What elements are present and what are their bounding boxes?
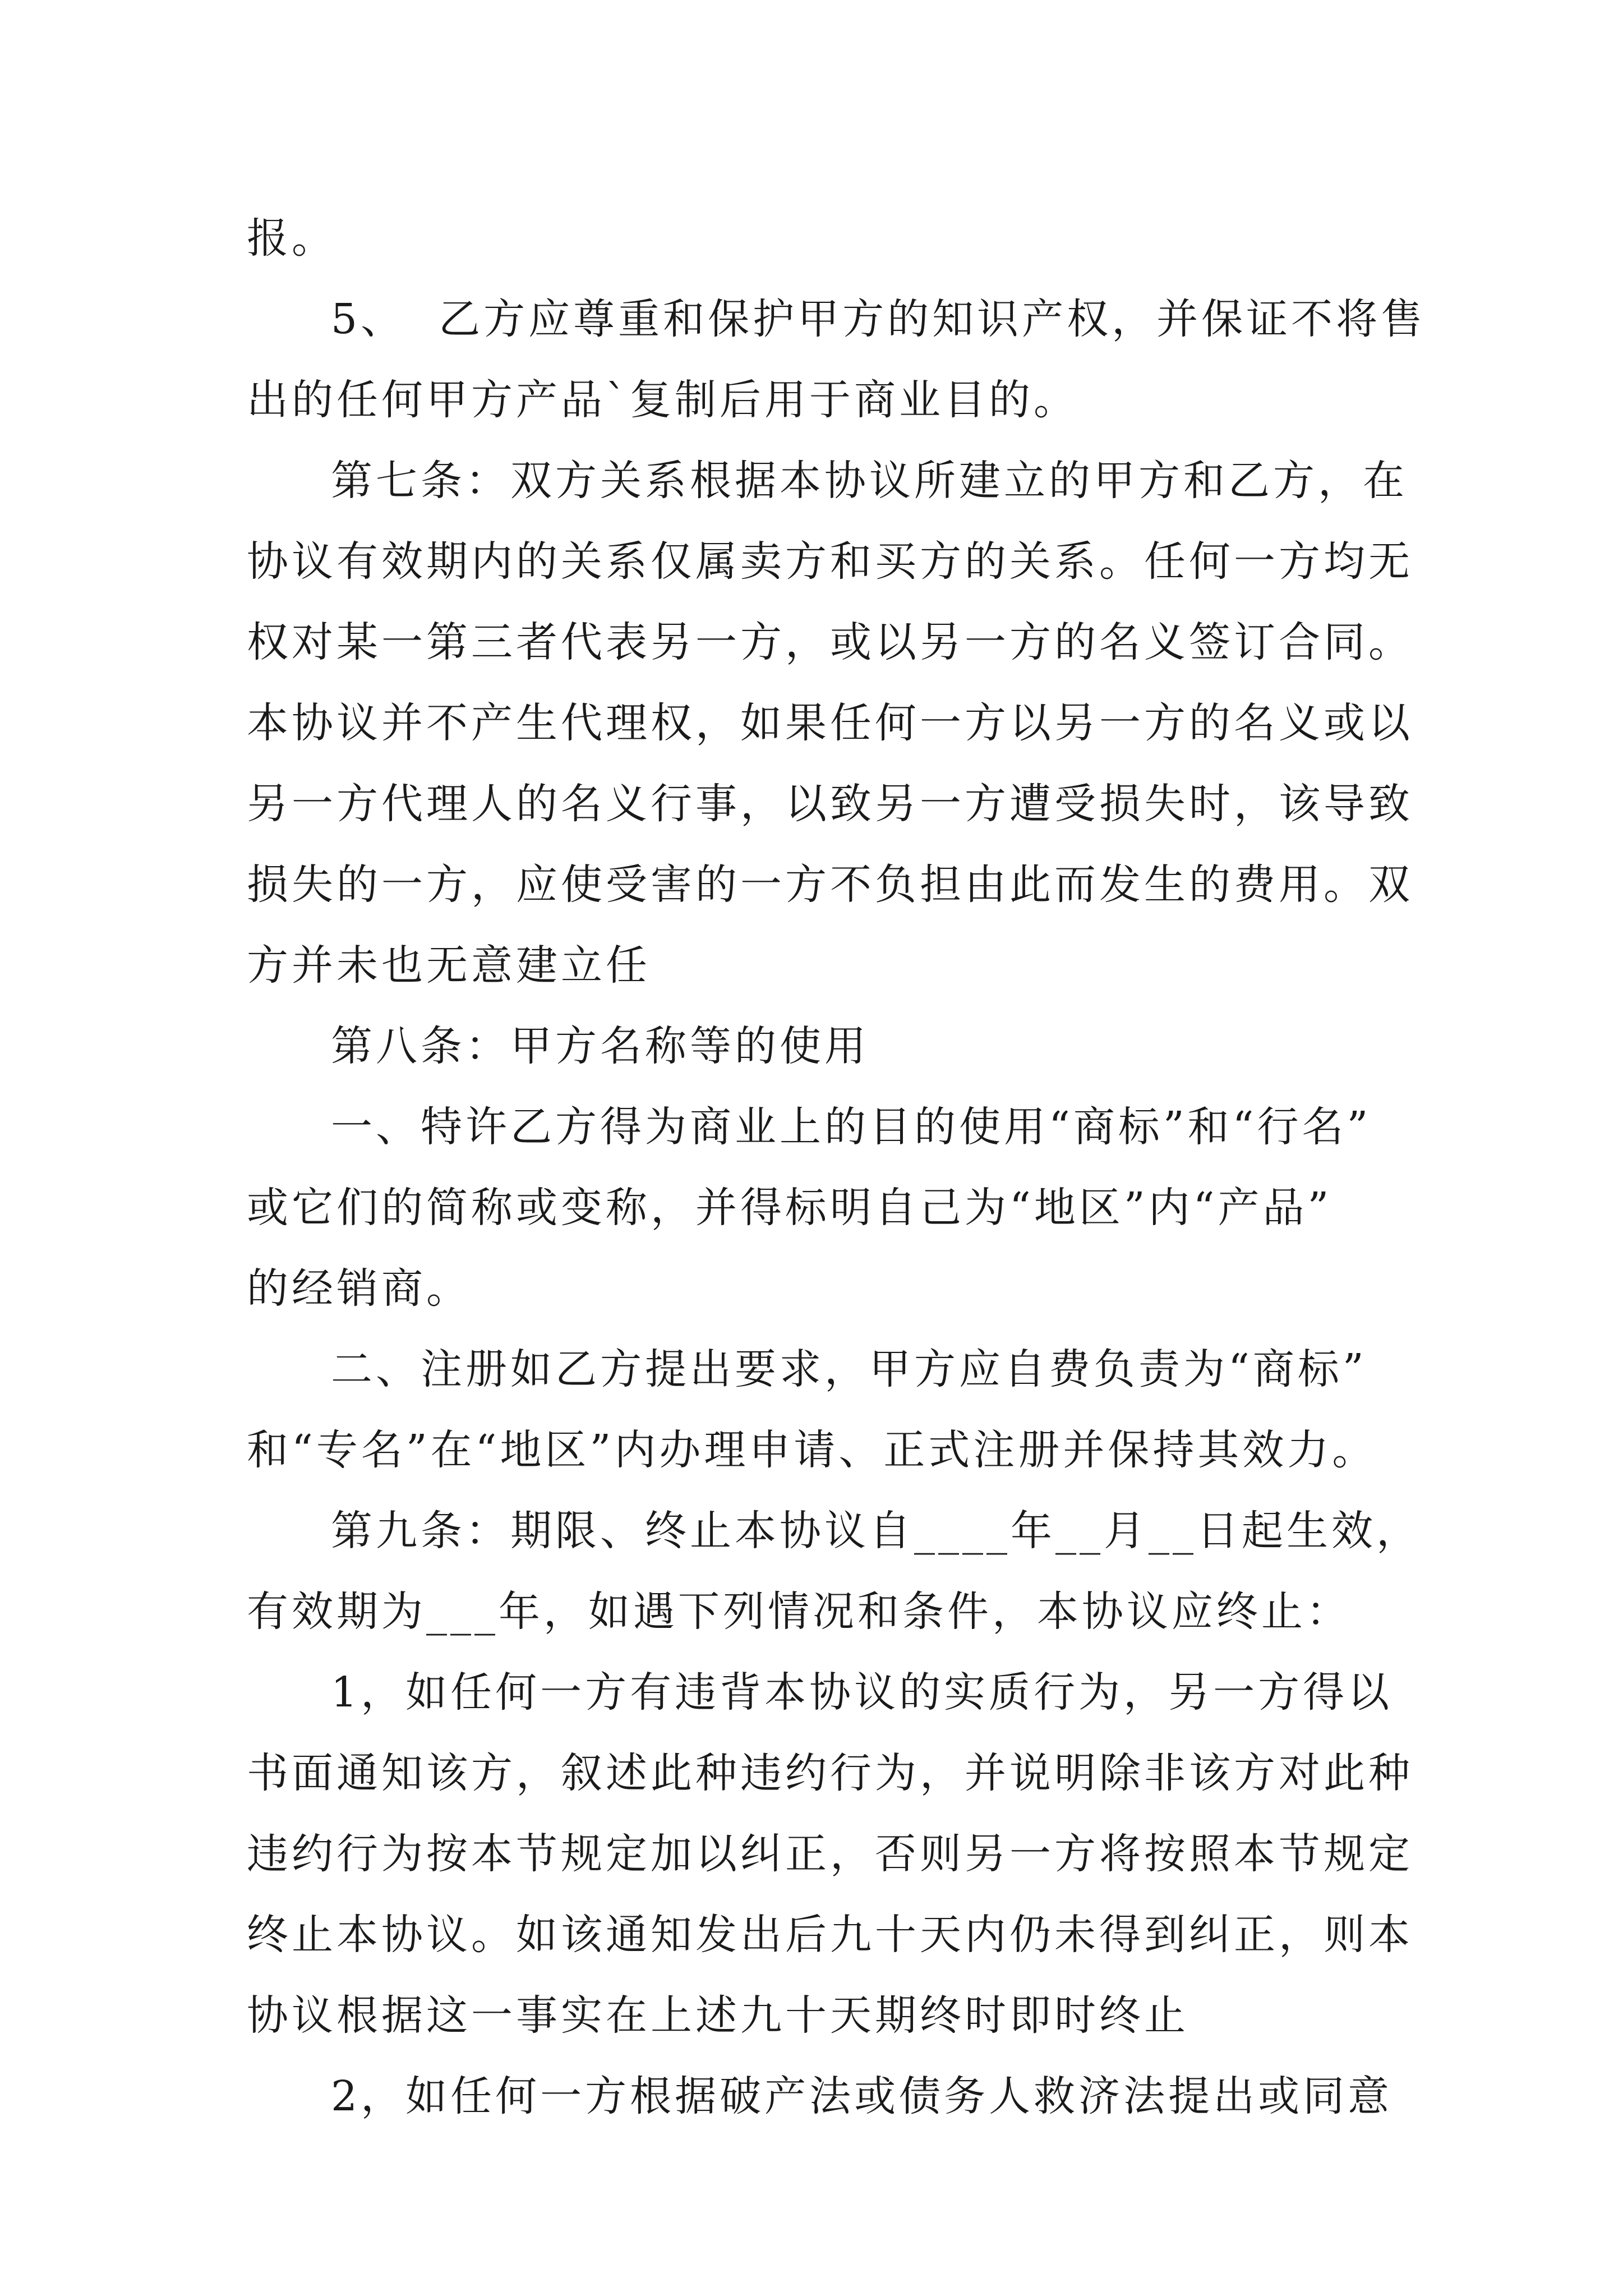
text-line: 2，如任何一方根据破产法或债务人救济法提出或同意 — [331, 2072, 1393, 2120]
text-line: 终止本协议。如该通知发出后九十天内仍未得到纠正，则本 — [247, 1911, 1413, 1959]
text-line: 本协议并不产生代理权，如果任何一方以另一方的名义或以 — [247, 699, 1413, 747]
text-line: 报。 — [247, 214, 336, 263]
text-line: 和“专名”在“地区”内办理申请、正式注册并保持其效力。 — [247, 1426, 1377, 1474]
text-line: 另一方代理人的名义行事，以致另一方遭受损失时，该导致 — [247, 780, 1413, 828]
text-line: 权对某一第三者代表另一方，或以另一方的名义签订合同。 — [247, 618, 1413, 666]
text-line: 二、注册如乙方提出要求，甲方应自费负责为“商标” — [331, 1345, 1367, 1393]
text-line: 有效期为___年，如遇下列情况和条件，本协议应终止： — [247, 1588, 1351, 1636]
section-heading: 第八条：甲方名称等的使用 — [331, 1022, 869, 1070]
text-line: 书面通知该方，叙述此种违约行为，并说明除非该方对此种 — [247, 1749, 1413, 1797]
text-line: 第七条：双方关系根据本协议所建立的甲方和乙方，在 — [331, 457, 1408, 505]
text-line: 5、 乙方应尊重和保护甲方的知识产权，并保证不将售 — [331, 295, 1426, 343]
text-line: 方并未也无意建立任 — [247, 941, 651, 990]
text-line: 第九条：期限、终止本协议自____年__月__日起生效， — [331, 1507, 1421, 1555]
text-line: 一、特许乙方得为商业上的目的使用“商标”和“行名” — [331, 1103, 1372, 1151]
text-line: 的经销商。 — [247, 1264, 471, 1313]
text-line: 出的任何甲方产品`复制后用于商业目的。 — [247, 376, 1078, 424]
text-line: 1，如任何一方有违背本协议的实质行为，另一方得以 — [331, 1668, 1393, 1717]
text-line: 或它们的简称或变称，并得标明自己为“地区”内“产品” — [247, 1184, 1332, 1232]
text-line: 协议有效期内的关系仅属卖方和买方的关系。任何一方均无 — [247, 537, 1413, 586]
text-line: 违约行为按本节规定加以纠正，否则另一方将按照本节规定 — [247, 1830, 1413, 1878]
text-line: 损失的一方，应使受害的一方不负担由此而发生的费用。双 — [247, 861, 1413, 909]
text-line: 协议根据这一事实在上述九十天期终时即时终止 — [247, 1991, 1189, 2040]
